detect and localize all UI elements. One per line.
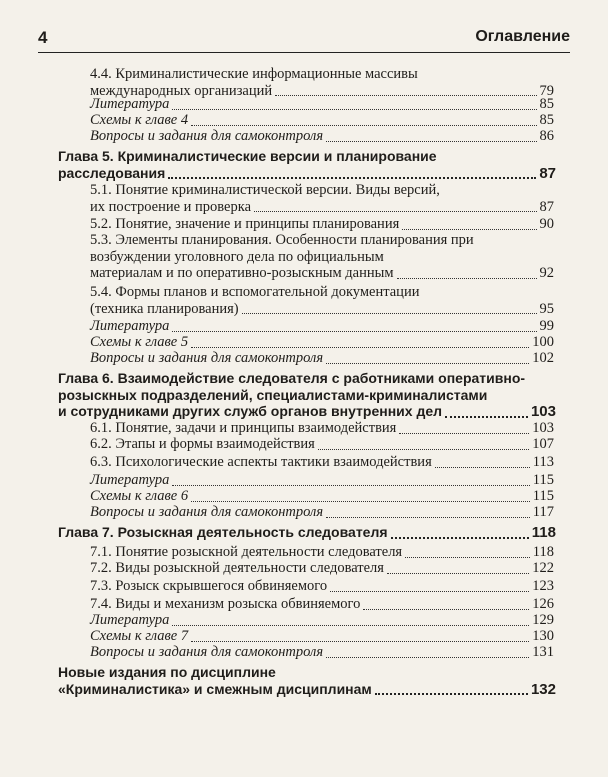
toc-entry [90,66,554,99]
toc-entry-title: Глава 7. Розыскная деятельность следователя [58,524,388,540]
toc-page-number: 126 [532,596,554,612]
toc-page-number: 118 [531,524,556,541]
toc-entry [90,128,554,145]
toc-page-number: 86 [539,128,554,144]
toc-entry [90,488,554,505]
toc-entry [90,472,554,489]
dot-leader [191,640,529,642]
toc-entry [90,420,554,437]
toc-entry-title-cont: материалам и по оперативно-розыскным данным [90,265,394,281]
toc-page-number: 132 [530,680,556,698]
toc-entry-title-cont: расследования [58,164,166,181]
toc-entry [90,96,554,113]
toc-entry [90,334,554,351]
toc-page-number: 85 [539,96,554,112]
toc-entry-title: 5.3. Элементы планирования. Особенности планирования при возбуждении уголовного дела по официальным [90,232,474,265]
toc-entry [90,596,554,613]
toc-entry-title: Вопросы и задания для самоконтроля [90,350,324,366]
toc-entry [90,436,554,453]
toc-page-number: 129 [532,612,554,628]
toc-entry-title: Литература [90,472,170,488]
toc-page-number: 100 [532,334,554,350]
dot-leader [191,124,536,126]
toc-entry-title: 7.4. Виды и механизм розыска обвиняемого [90,596,361,612]
toc-page-number: 99 [539,318,554,334]
toc-entry-title: Литература [90,612,170,628]
toc-entry-title: Вопросы и задания для самоконтроля [90,128,324,144]
toc-entry-title: Литература [90,318,170,334]
toc-entry-title-cont: их построение и проверка [90,198,252,215]
toc-entry-title-cont: международных организаций [90,82,273,99]
page-header [38,28,570,53]
toc-entry-title: 7.1. Понятие розыскной деятельности следователя [90,544,403,560]
toc-page-number: 79 [539,82,554,99]
toc-page-number: 113 [532,454,554,470]
dot-leader [168,176,536,179]
dot-leader [330,590,529,592]
dot-leader [391,536,529,539]
toc-entry [90,544,554,561]
toc-entry [90,216,554,233]
dot-leader [318,448,529,450]
toc-entry-title: 6.3. Психологические аспекты тактики взаимодействия [90,454,432,470]
dot-leader [191,500,530,502]
toc-entry [90,284,554,317]
toc-entry [90,560,554,577]
toc-entry [90,454,554,471]
dot-leader [172,624,529,626]
toc-entry [90,644,554,661]
toc-page-number: 102 [532,350,554,366]
toc-page-number: 90 [539,216,554,232]
toc-page-number: 118 [532,544,554,560]
dot-leader [326,362,529,364]
toc-entry [58,370,556,421]
dot-leader [242,312,537,314]
toc-entry-title: Глава 5. Криминалистические версии и планирование [58,148,437,164]
toc-entry-title-cont: и сотрудниками других служб органов внутренних дел [58,403,443,419]
toc-page-number: 122 [532,560,554,576]
toc-page-number: 131 [532,644,554,660]
toc-page-number: 87 [539,198,554,215]
dot-leader [397,277,537,279]
toc-entry-title: Схемы к главе 7 [90,628,189,644]
dot-leader [445,415,528,418]
dot-leader [402,228,536,230]
toc-entry-title-cont: (техника планирования) [90,300,239,317]
toc-entry [90,612,554,629]
toc-entry [90,578,554,595]
dot-leader [254,210,536,212]
dot-leader [172,330,536,332]
toc-entry [90,318,554,335]
toc-entry [90,182,554,215]
dot-leader [326,516,530,518]
toc-entry-title: Схемы к главе 5 [90,334,189,350]
dot-leader [387,572,529,574]
toc-entry [58,148,556,182]
page-title: Оглавление [475,28,570,45]
toc-entry [58,664,556,698]
toc-entry-title: 7.2. Виды розыскной деятельности следователя [90,560,384,576]
toc-entry-title: Схемы к главе 6 [90,488,189,504]
toc-entry [90,504,554,521]
toc-entry-title: 6.1. Понятие, задачи и принципы взаимодействия [90,420,397,436]
dot-leader [172,484,529,486]
toc-entry-title: 6.2. Этапы и формы взаимодействия [90,436,315,452]
toc-entry-title: 7.3. Розыск скрывшегося обвиняемого [90,578,328,594]
toc-page-number: 117 [532,504,554,520]
toc-entry [90,112,554,129]
toc-entry-title: Схемы к главе 4 [90,112,189,128]
toc-page-number: 103 [532,420,554,436]
toc-entry [90,628,554,645]
dot-leader [405,556,530,558]
toc-page-number: 123 [532,578,554,594]
toc-entry-title: Литература [90,96,170,112]
toc-entry-title: Глава 6. Взаимодействие следователя с работниками оперативно-розыскных подразделений, специалистами-криминалистами [58,370,526,403]
dot-leader [363,608,529,610]
toc-entry [90,232,554,282]
dot-leader [326,656,529,658]
toc-page-number: 115 [532,488,554,504]
toc-page-number: 95 [539,300,554,317]
toc-page-number: 115 [532,472,554,488]
toc-page-number: 103 [530,403,556,420]
toc-page-number: 92 [539,265,554,281]
toc-entry-title: Вопросы и задания для самоконтроля [90,644,324,660]
toc-page-number: 107 [532,436,554,452]
toc-entry-title: 4.4. Криминалистические информационные массивы [90,66,418,82]
page-number: 4 [38,28,48,47]
dot-leader [435,466,530,468]
dot-leader [375,692,528,695]
toc-entry-title: 5.1. Понятие криминалистической версии. Виды версий, [90,182,440,198]
toc-page-number: 85 [539,112,554,128]
toc-entry-title: 5.4. Формы планов и вспомогательной документации [90,284,420,300]
toc-entry [58,524,556,542]
dot-leader [399,432,529,434]
toc-entry [90,350,554,367]
toc-page-number: 87 [539,164,556,182]
toc-page-number: 130 [532,628,554,644]
dot-leader [191,346,529,348]
toc-entry-title: Вопросы и задания для самоконтроля [90,504,324,520]
dot-leader [172,108,536,110]
toc-entry-title-cont: «Криминалистика» и смежным дисциплинам [58,680,372,697]
dot-leader [326,140,536,142]
toc-entry-title: Новые издания по дисциплине [58,664,276,680]
toc-entry-title: 5.2. Понятие, значение и принципы планирования [90,216,400,232]
